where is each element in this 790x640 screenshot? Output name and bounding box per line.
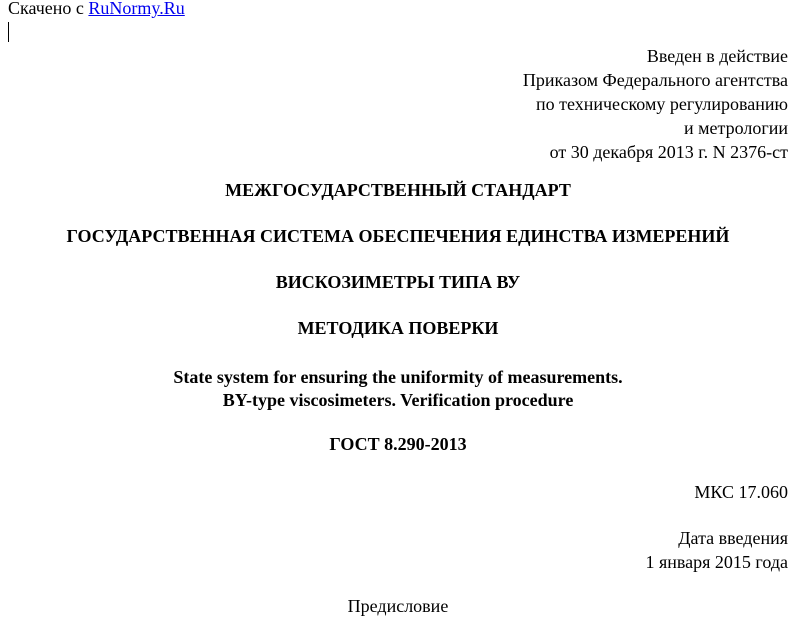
mks-code: МКС 17.060 bbox=[694, 482, 788, 502]
source-line bbox=[8, 0, 185, 19]
intro-line: по техническому регулированию bbox=[535, 94, 788, 114]
heading-interstate-standard: МЕЖГОСУДАРСТВЕННЫЙ СТАНДАРТ bbox=[225, 180, 571, 200]
english-title bbox=[0, 366, 790, 412]
standard-number: ГОСТ 8.290-2013 bbox=[329, 434, 467, 454]
source-link[interactable]: RuNormy.Ru bbox=[88, 0, 185, 18]
effective-date-label: Дата введения bbox=[678, 528, 788, 548]
introduction-block bbox=[288, 44, 788, 164]
intro-line: Приказом Федерального агентства bbox=[522, 70, 788, 90]
effective-date-block bbox=[645, 526, 788, 574]
heading-subject: ВИСКОЗИМЕТРЫ ТИПА ВУ bbox=[275, 272, 521, 292]
section-heading-preface: Предисловие bbox=[347, 596, 449, 616]
english-title-line-2: BY-type viscosimeters. Verification procedure bbox=[222, 390, 574, 410]
english-title-line-1: State system for ensuring the uniformity of measurements. bbox=[173, 367, 623, 387]
heading-method: МЕТОДИКА ПОВЕРКИ bbox=[297, 318, 499, 338]
text-cursor bbox=[8, 22, 9, 42]
intro-line: и метрологии bbox=[684, 118, 788, 138]
heading-measurement-system: ГОСУДАРСТВЕННАЯ СИСТЕМА ОБЕСПЕЧЕНИЯ ЕДИНСТВА ИЗМЕРЕНИЙ bbox=[66, 226, 730, 246]
intro-line: Введен в действие bbox=[646, 46, 788, 66]
source-prefix: Скачено с bbox=[8, 0, 89, 18]
effective-date-value: 1 января 2015 года bbox=[645, 552, 788, 572]
intro-line: от 30 декабря 2013 г. N 2376-ст bbox=[549, 142, 788, 162]
